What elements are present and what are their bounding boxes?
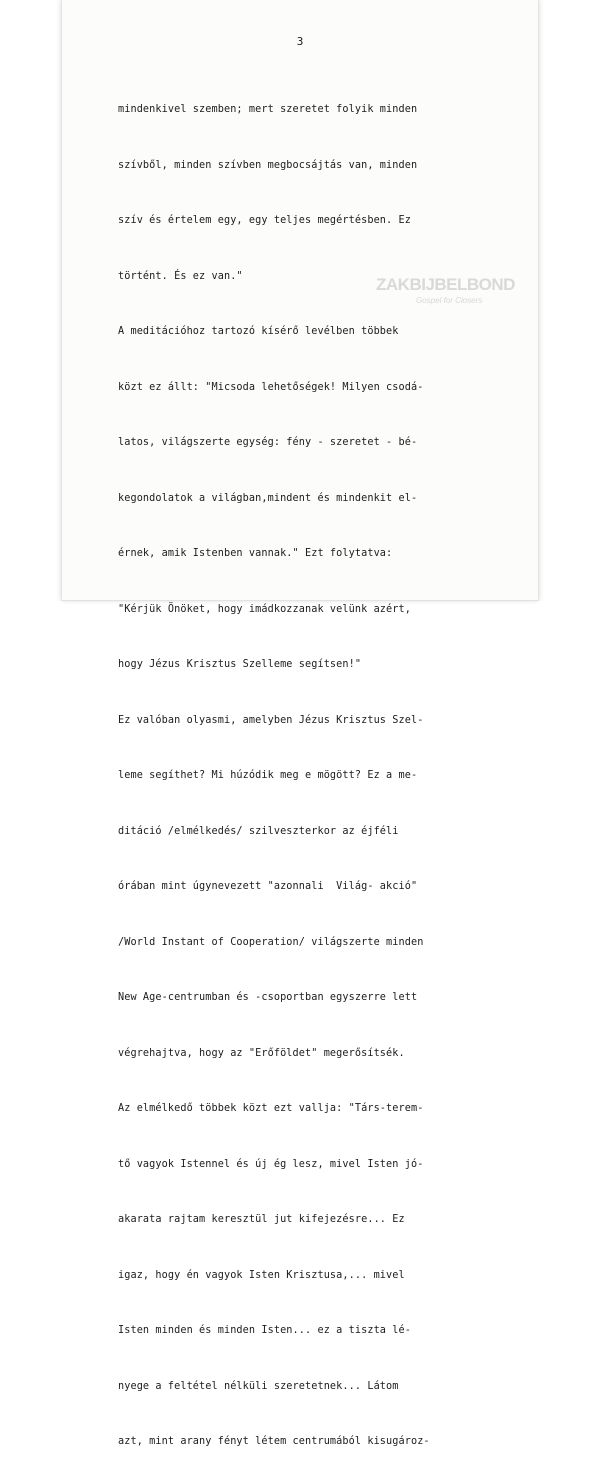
text-line: Isten minden és minden Isten... ez a tiszta lé- [118,1325,411,1336]
text-line: tő vagyok Istennel és új ég lesz, mivel Isten jó- [118,1158,424,1170]
text-line: nyege a feltétel nélküli szeretetnek... Látom [118,1380,399,1392]
text-line: hogy Jézus Krisztus Szelleme segítsen!" [118,659,362,670]
text-line: A meditációhoz tartozó kísérő levélben többek [118,326,399,337]
text-line: New Age-centrumban és -csoportban egyszerre lett [118,992,418,1003]
text-line: szív és értelem egy, egy teljes megértésben. Ez [118,215,411,226]
text-line: érnek, amik Istenben vannak." Ezt folytatva: [118,548,393,559]
text-line: végrehajtva, hogy az "Erőföldet" megerősítsék. [118,1047,405,1059]
text-line: leme segíthet? Mi húzódik meg e mögött? Ez a me- [118,770,418,781]
watermark-tagline: Gospel for Closers [416,296,483,305]
text-line: szívből, minden szívben megbocsájtás van, minden [118,159,418,171]
text-line: Az elmélkedő többek közt ezt vallja: "Társ-terem- [118,1103,424,1114]
text-line: azt, mint arany fényt létem centrumából kisugároz- [118,1436,430,1447]
text-line: akarata rajtam keresztül jut kifejezésre... Ez [118,1214,405,1225]
watermark-brand: ZAKBIJBELBOND [376,275,515,294]
text-line: "Kérjük Önöket, hogy imádkozzanak velünk azért, [118,603,411,615]
text-line: Ez valóban olyasmi, amelyben Jézus Krisztus Szel- [118,714,424,726]
text-line: igaz, hogy én vagyok Isten Krisztusa,... mivel [118,1269,405,1281]
text-line: közt ez állt: "Micsoda lehetőségek! Milyen csodá- [118,381,424,393]
text-line: órában mint úgynevezett "azonnali Világ- akció" [118,881,418,892]
text-line: kegondolatok a világban,mindent és mindenkit el- [118,492,418,504]
text-line: /World Instant of Cooperation/ világszerte minden [118,936,424,948]
text-line: latos, világszerte egység: fény - szeretet - bé- [118,437,418,448]
watermark-logo [376,275,515,315]
text-line: mindenkivel szemben; mert szeretet folyik minden [118,104,418,115]
text-line: történt. És ez van." [118,270,243,282]
text-line: ditáció /elmélkedés/ szilveszterkor az éjféli [118,825,399,837]
page-number: 3 [296,35,304,48]
